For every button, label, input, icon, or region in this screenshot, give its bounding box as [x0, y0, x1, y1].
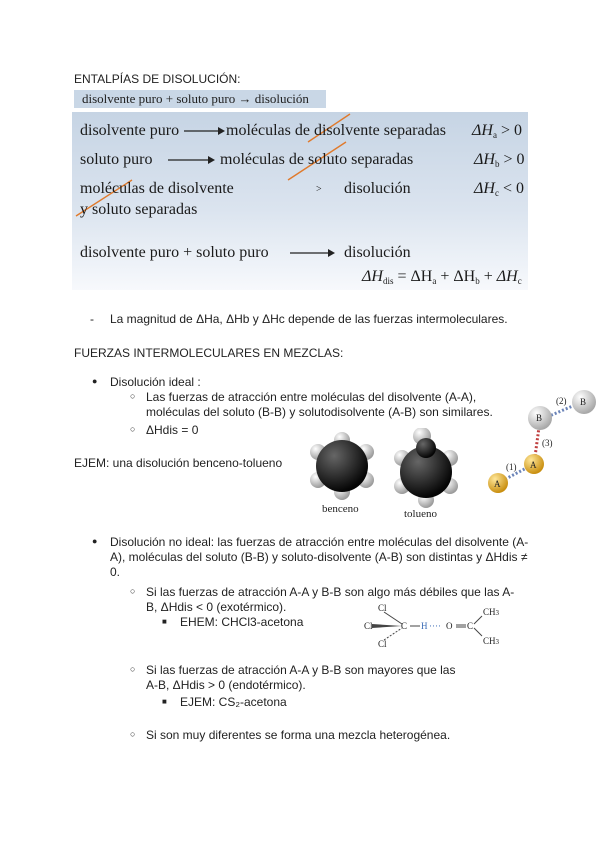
eq2-right: moléculas de soluto separadas: [220, 151, 414, 168]
eq1-delta: $\Delta H_a > 0$: [472, 122, 522, 140]
hydrogen-bond-dots: ····: [429, 621, 441, 631]
eq3-left-line2: y soluto separadas: [80, 201, 198, 218]
section-heading-forces: FUERZAS INTERMOLECULARES EN MEZCLAS:: [74, 346, 344, 360]
ideal-dh: ΔHdis = 0: [146, 423, 199, 437]
bond-2-label: (2): [556, 396, 567, 406]
circle-bullet-icon: ○: [130, 391, 136, 401]
circle-bullet-icon: ○: [130, 424, 136, 434]
equations-panel: [72, 112, 528, 290]
carbon-label: C: [467, 621, 474, 631]
ideal-description: Las fuerzas de atracción entre moléculas del disolvente (A-A), moléculas del soluto (B-B) y solutodisolvente (A-B) son similares.: [146, 390, 493, 419]
bond-1-label: (1): [506, 462, 517, 472]
eq1-left: disolvente puro: [80, 122, 180, 139]
note-text: La magnitud de ΔHa, ΔHb y ΔHc depende de las fuerzas intermoleculares.: [110, 312, 508, 326]
nonideal-case1-example: EHEM: CHCl3-acetona: [180, 615, 304, 629]
circle-bullet-icon: ○: [130, 664, 136, 674]
nonideal-case2: Si las fuerzas de atracción A-A y B-B son mayores que las A-B, ΔHdis > 0 (endotérmico).: [146, 663, 456, 692]
hydrogen-label: H: [421, 621, 428, 631]
bond-3-label: (3): [542, 438, 553, 448]
methyl-label: CH3: [483, 636, 500, 646]
circle-bullet-icon: ○: [130, 729, 136, 739]
nonideal-case1: Si las fuerzas de atracción A-A y B-B son algo más débiles que las A-B, ΔHdis < 0 (exotérmico).: [146, 585, 515, 614]
bullet-icon: ●: [92, 376, 98, 386]
carbon-label: C: [401, 621, 408, 631]
atom-b-label: B: [580, 397, 587, 407]
methyl-label: CH3: [483, 607, 500, 617]
circle-bullet-icon: ○: [130, 586, 136, 596]
chlorine-label: Cl: [378, 603, 387, 613]
eq4-left: disolvente puro + soluto puro: [80, 244, 269, 261]
eq3-right: disolución: [344, 180, 411, 197]
eq3-delta: $\Delta H_c < 0$: [474, 180, 524, 198]
chlorine-label: Cl: [364, 621, 373, 631]
ideal-title: Disolución ideal :: [110, 375, 201, 389]
atom-b-label: B: [536, 413, 543, 423]
note-dash: -: [90, 312, 94, 326]
benzene-molecule: [310, 432, 374, 500]
eq2-delta: $\Delta H_b > 0$: [474, 151, 525, 169]
bullet-icon: ●: [92, 536, 98, 546]
eq3-arrow: >: [316, 184, 322, 195]
nonideal-case2-example: EJEM: CS₂-acetona: [180, 695, 287, 709]
eq4-right: disolución: [344, 244, 411, 261]
atom-a-label: A: [494, 479, 501, 489]
toluene-molecule: [394, 428, 458, 508]
toluene-label: tolueno: [404, 508, 437, 520]
nonideal-case3: Si son muy diferentes se forma una mezcla heterogénea.: [146, 728, 451, 742]
square-bullet-icon: ■: [162, 617, 167, 626]
eq1-right: moléculas de disolvente separadas: [226, 122, 446, 139]
atom-a-label: A: [530, 460, 537, 470]
ideal-example: EJEM: una disolución benceno-tolueno: [74, 456, 283, 470]
eq3-left-line1: moléculas de disolvente: [80, 180, 234, 197]
eq5-sum: $\Delta H_{dis} = \Delta H_a + \Delta H_b + \Delta H_c$: [362, 268, 522, 286]
eq2-left: soluto puro: [80, 151, 153, 168]
nonideal-title: Disolución no ideal: las fuerzas de atracción entre moléculas del disolvente (A-A), moléculas del soluto (B-B) y soluto-disolvente (A-B) son distintas y ΔHdis ≠ 0.: [110, 535, 529, 579]
chlorine-label: Cl: [378, 639, 387, 649]
square-bullet-icon: ■: [162, 697, 167, 706]
benzene-label: benceno: [322, 503, 359, 515]
section-heading-enthalpies: ENTALPÍAS DE DISOLUCIÓN:: [74, 72, 241, 86]
oxygen-label: O: [446, 621, 453, 631]
equation-banner: disolvente puro + soluto puro → disolución: [74, 90, 326, 108]
